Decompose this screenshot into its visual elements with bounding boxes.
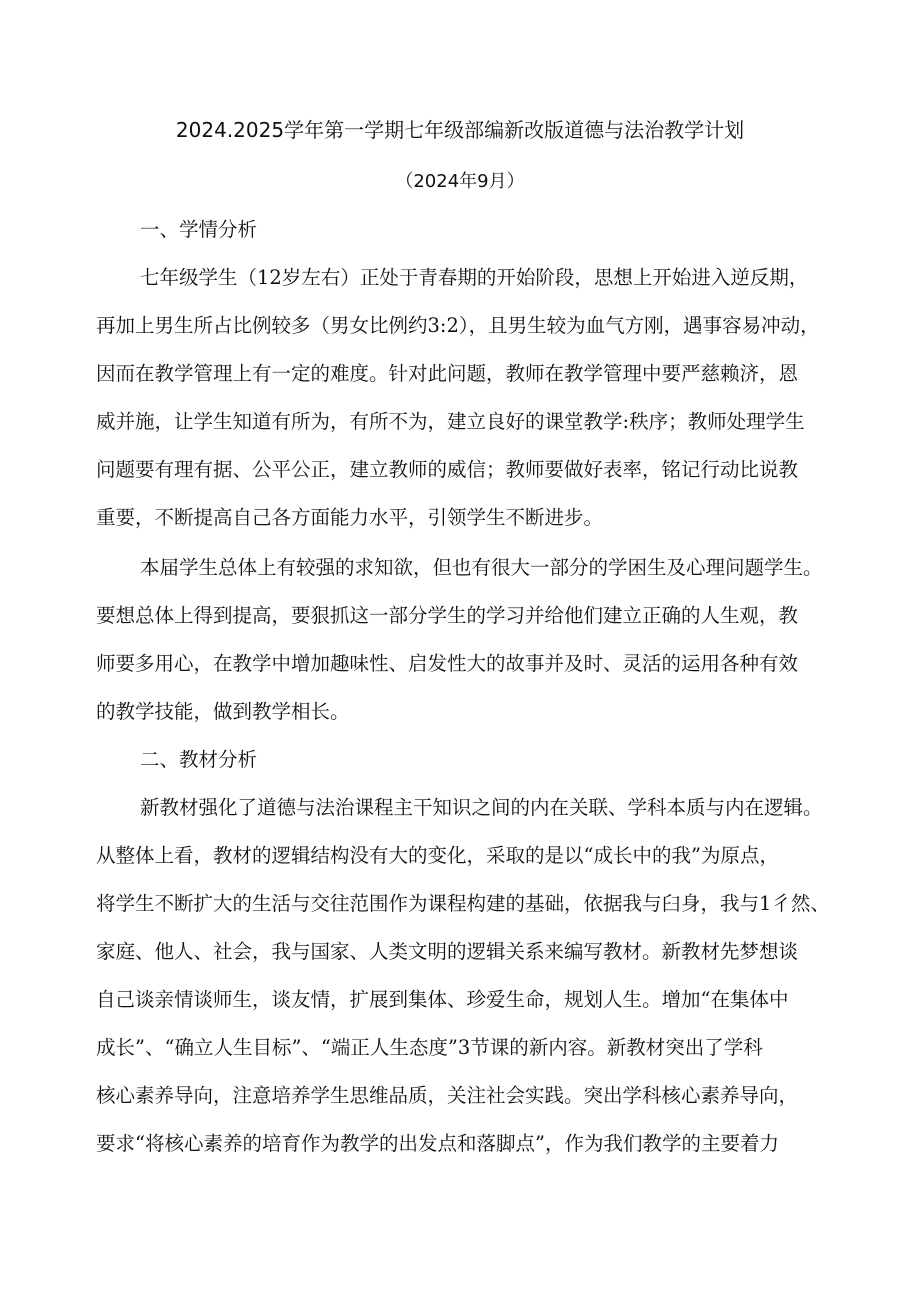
- text-line: 因而在教学管理上有一定的难度。针对此问题，教师在教学管理中要严慈赖济，恩: [96, 362, 799, 385]
- text-line: 重要，不断提高自己各方面能力水平，引领学生不断进步。: [96, 506, 604, 529]
- text-line: 核心素养导向，注意培养学生思维品质，关注社会实践。突出学科核心素养导向，: [96, 1084, 799, 1107]
- section-heading: 一、学情分析: [140, 218, 258, 241]
- text-line: 的教学技能，做到教学相长。: [96, 700, 350, 723]
- document-title: 2024.2025学年第一学期七年级部编新改版道德与法治教学计划: [175, 118, 745, 142]
- text-line: 威并施，让学生知道有所为，有所不为，建立良好的课堂教学:秩序；教师处理学生: [96, 410, 805, 433]
- text-line: 要求“将核心素养的培育作为教学的出发点和落脚点”，作为我们教学的主要着力: [96, 1132, 779, 1155]
- text-line: 家庭、他人、社会，我与国家、人类文明的逻辑关系来编写教材。新教材先梦想谈: [96, 940, 799, 963]
- text-line: 再加上男生所占比例较多（男女比例约3:2），且男生较为血气方刚，遇事容易冲动，: [96, 314, 820, 337]
- text-line: 问题要有理有据、公平公正，建立教师的威信；教师要做好表率，铭记行动比说教: [96, 458, 799, 481]
- document-date: （2024年9月）: [395, 171, 525, 192]
- text-line: 要想总体上得到提高，要狠抓这一部分学生的学习并给他们建立正确的人生观，教: [96, 604, 799, 627]
- section-heading: 二、教材分析: [140, 748, 258, 771]
- text-line: 师要多用心，在教学中增加趣味性、启发性大的故事并及时、灵活的运用各种有效: [96, 652, 799, 675]
- text-line: 新教材强化了道德与法治课程主干知识之间的内在关联、学科本质与内在逻辑。: [140, 796, 823, 819]
- text-line: 将学生不断扩大的生活与交往范围作为课程构建的基础，依据我与臼身，我与1彳然、: [96, 892, 830, 915]
- text-line: 自己谈亲情谈师生，谈友情，扩展到集体、珍爱生命，规划人生。增加“在集体中: [96, 988, 789, 1011]
- text-line: 七年级学生（12岁左右）正处于青春期的开始阶段，思想上开始进入逆反期，: [140, 266, 809, 289]
- text-line: 成长”、“确立人生目标”、“端正人生态度”3节课的新内容。新教材突出了学科: [96, 1036, 763, 1059]
- text-line: 本届学生总体上有较强的求知欲，但也有很大一部分的学困生及心理问题学生。: [140, 556, 823, 579]
- text-line: 从整体上看，教材的逻辑结构没有大的变化，采取的是以“成长中的我”为原点，: [96, 844, 779, 867]
